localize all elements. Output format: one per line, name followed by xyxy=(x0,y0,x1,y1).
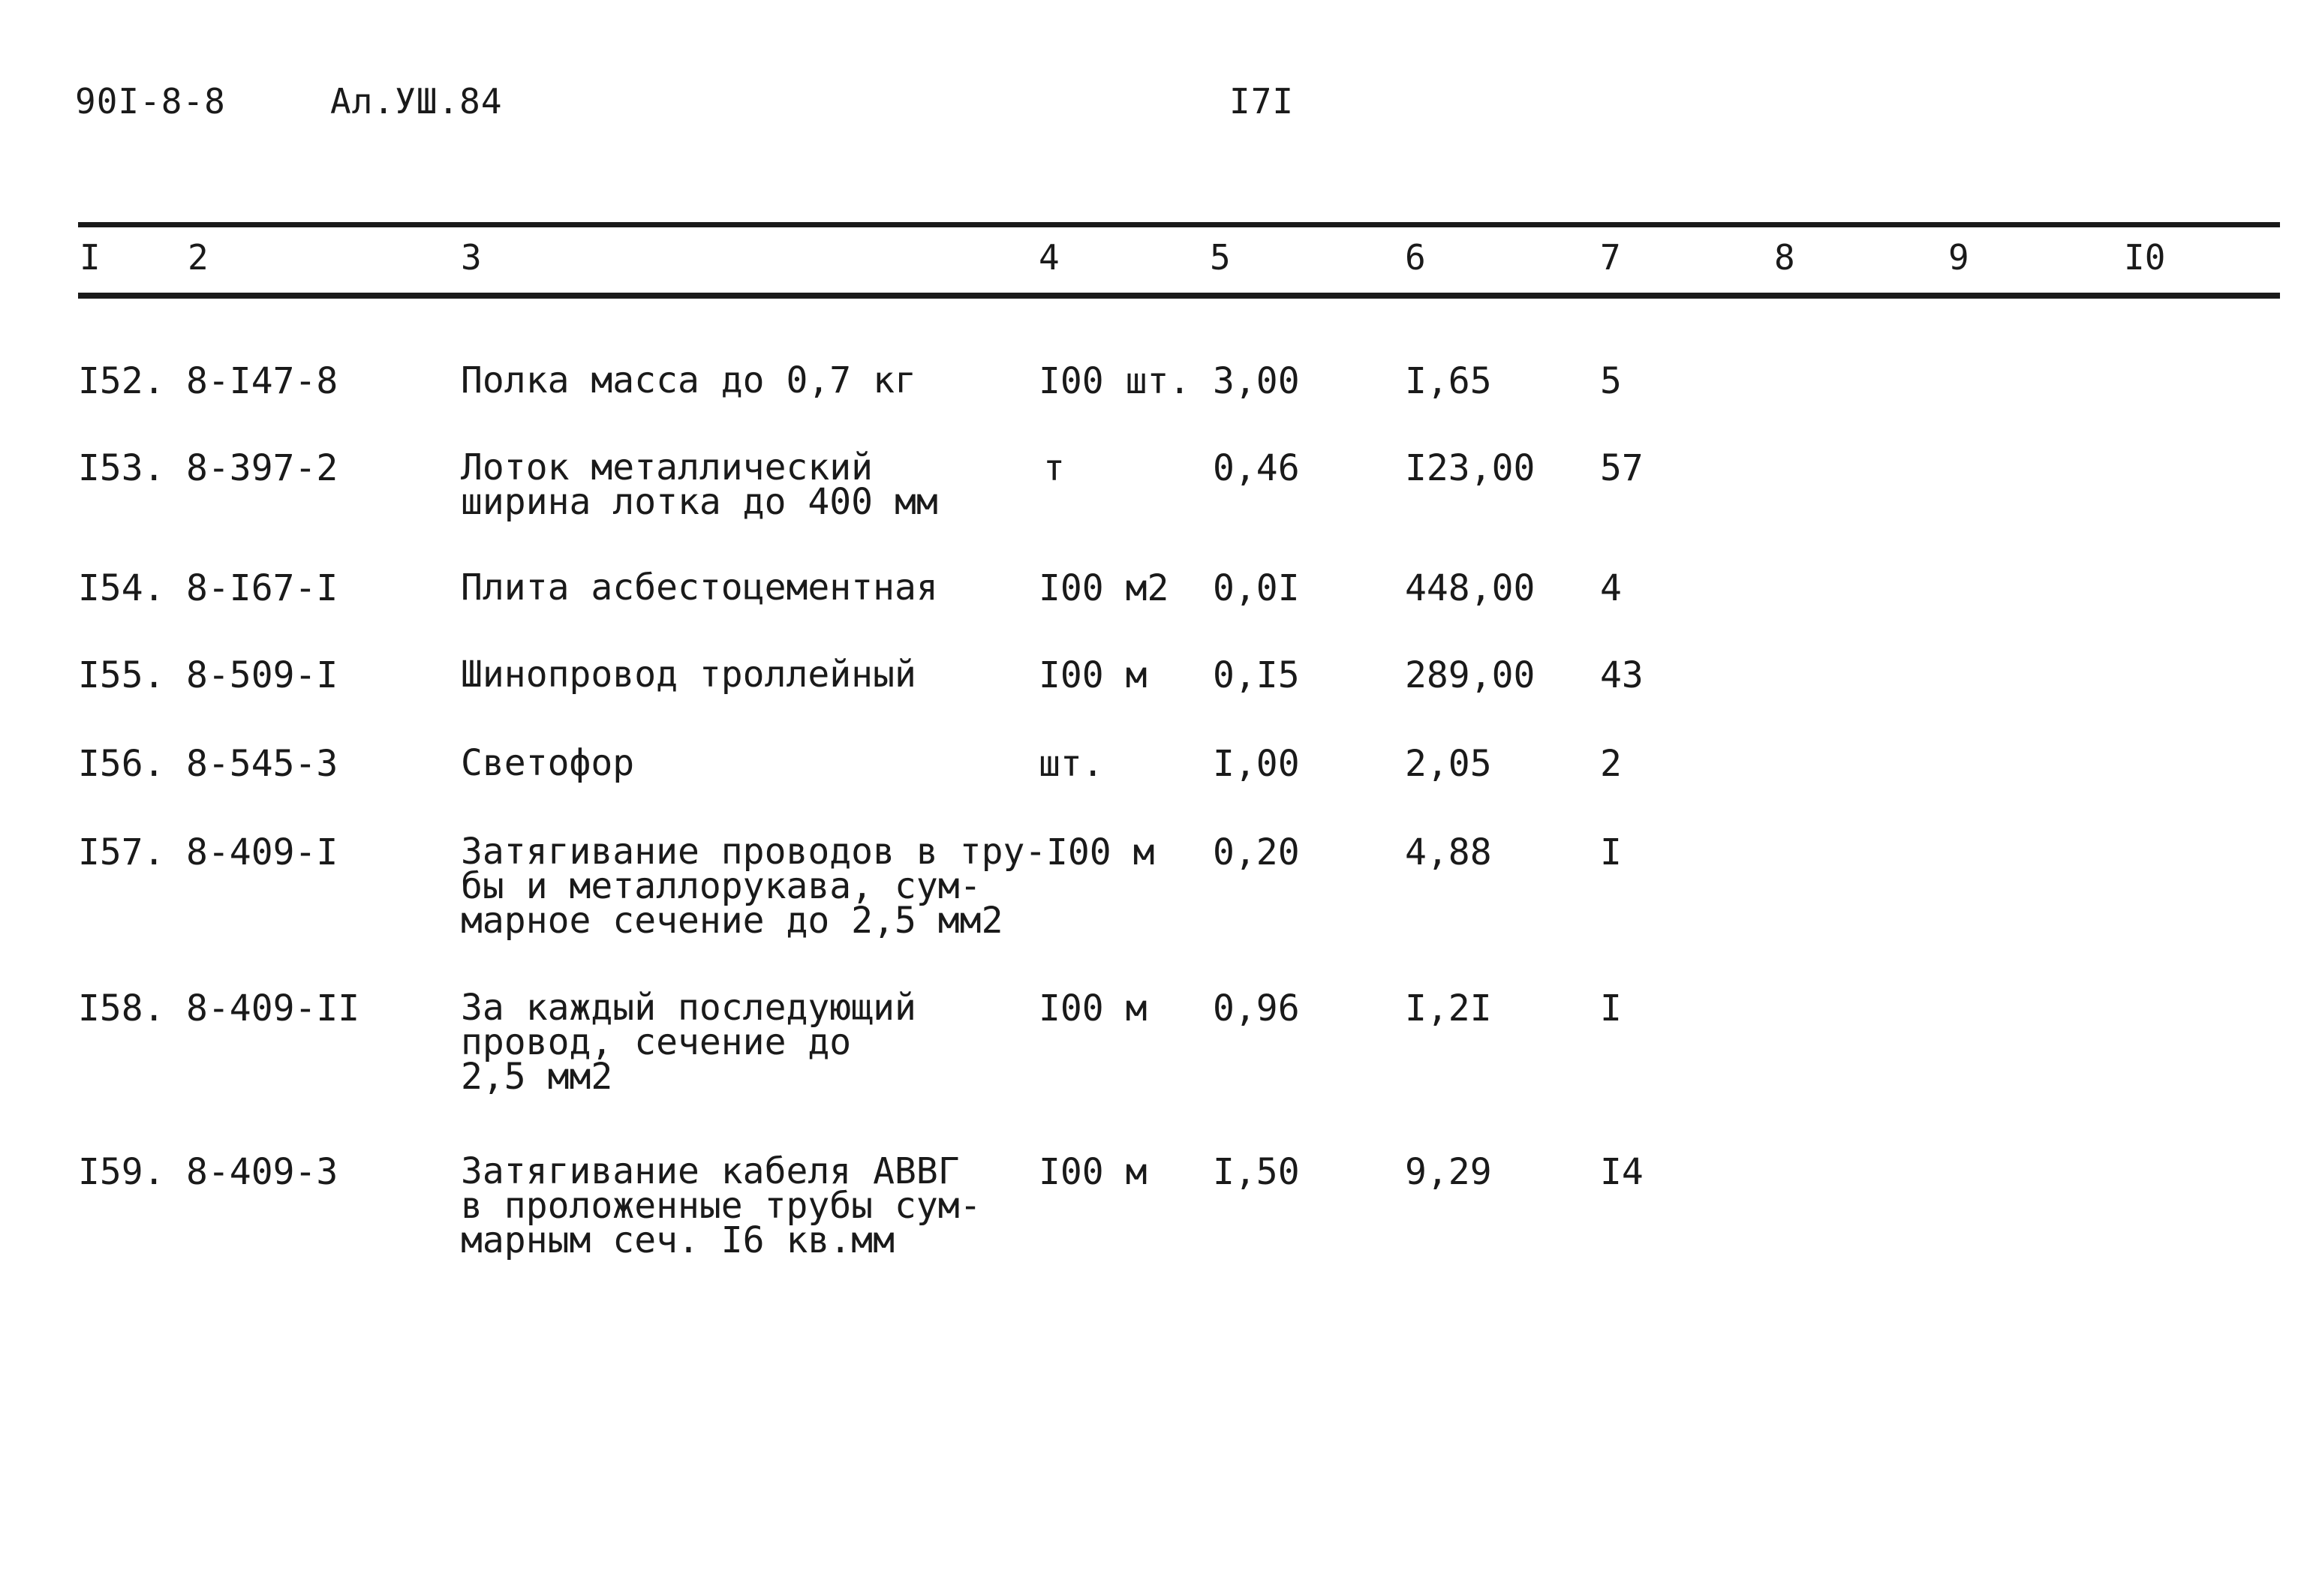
column-number: 2 xyxy=(188,237,209,278)
quantity: 0,96 xyxy=(1213,987,1300,1029)
unit: I00 м xyxy=(1039,1151,1147,1193)
total: I4 xyxy=(1600,1151,1644,1193)
unit-price: 448,00 xyxy=(1405,567,1535,609)
rate-code: 8-397-2 xyxy=(186,447,338,489)
total: 43 xyxy=(1600,654,1644,696)
project-code: 90I-8-8 xyxy=(75,81,226,122)
unit-price: I23,00 xyxy=(1405,447,1535,489)
column-number: 7 xyxy=(1600,237,1621,278)
row-number: I56. xyxy=(78,743,165,785)
work-description: Светофор xyxy=(461,742,635,784)
column-number: 4 xyxy=(1039,237,1060,278)
unit-price: 289,00 xyxy=(1405,654,1535,696)
unit: I00 м2 xyxy=(1039,567,1169,609)
total: 5 xyxy=(1600,360,1622,402)
unit-price: 2,05 xyxy=(1405,743,1492,785)
work-description: Затягивание проводов в тру- бы и металлорукава, сум- марное сечение до 2,5 мм2 xyxy=(461,831,1047,942)
row-number: I55. xyxy=(78,654,165,696)
table-header-rule xyxy=(78,293,2280,299)
row-number: I53. xyxy=(78,447,165,489)
column-number: 3 xyxy=(461,237,482,278)
unit: т xyxy=(1043,447,1065,489)
rate-code: 8-409-3 xyxy=(186,1151,338,1193)
work-description: Шинопровод троллейный xyxy=(461,654,916,696)
unit-price: 9,29 xyxy=(1405,1151,1492,1193)
row-number: I54. xyxy=(78,567,165,609)
total: I xyxy=(1600,987,1622,1029)
column-number: 5 xyxy=(1210,237,1231,278)
rate-code: 8-409-I xyxy=(186,831,338,873)
row-number: I52. xyxy=(78,360,165,402)
work-description: Полка масса до 0,7 кг xyxy=(461,359,916,401)
quantity: I,50 xyxy=(1213,1151,1300,1193)
total: 2 xyxy=(1600,743,1622,785)
rate-code: 8-I67-I xyxy=(186,567,338,609)
unit: I00 м xyxy=(1046,831,1155,873)
page-number: I7I xyxy=(1229,81,1295,122)
quantity: 0,I5 xyxy=(1213,654,1300,696)
table-top-rule xyxy=(78,222,2280,227)
total: I xyxy=(1600,831,1622,873)
quantity: 3,00 xyxy=(1213,360,1300,402)
rate-code: 8-409-II xyxy=(186,987,360,1029)
work-description: Затягивание кабеля АВВГ в проложенные трубы сум- марным сеч. I6 кв.мм xyxy=(461,1150,982,1261)
column-number: 6 xyxy=(1405,237,1426,278)
column-number: I0 xyxy=(2124,237,2166,278)
rate-code: 8-509-I xyxy=(186,654,338,696)
quantity: I,00 xyxy=(1213,743,1300,785)
unit: I00 шт. xyxy=(1039,360,1191,402)
unit: I00 м xyxy=(1039,654,1147,696)
column-number: 9 xyxy=(1948,237,1969,278)
rate-code: 8-545-3 xyxy=(186,743,338,785)
unit-price: I,2I xyxy=(1405,987,1492,1029)
work-description: За каждый последующий провод, сечение до 2,5 мм2 xyxy=(461,987,916,1098)
column-number: 8 xyxy=(1774,237,1795,278)
row-number: I58. xyxy=(78,987,165,1029)
row-number: I59. xyxy=(78,1151,165,1193)
total: 57 xyxy=(1600,447,1644,489)
unit-price: 4,88 xyxy=(1405,831,1492,873)
unit-price: I,65 xyxy=(1405,360,1492,402)
row-number: I57. xyxy=(78,831,165,873)
quantity: 0,0I xyxy=(1213,567,1300,609)
unit: шт. xyxy=(1039,743,1104,785)
total: 4 xyxy=(1600,567,1622,609)
album-number: Ал.УШ.84 xyxy=(330,81,503,122)
quantity: 0,46 xyxy=(1213,447,1300,489)
unit: I00 м xyxy=(1039,987,1147,1029)
work-description: Лоток металлический ширина лотка до 400 мм xyxy=(461,446,938,523)
rate-code: 8-I47-8 xyxy=(186,360,338,402)
quantity: 0,20 xyxy=(1213,831,1300,873)
column-number: I xyxy=(80,237,101,278)
work-description: Плита асбестоцементная xyxy=(461,567,938,609)
